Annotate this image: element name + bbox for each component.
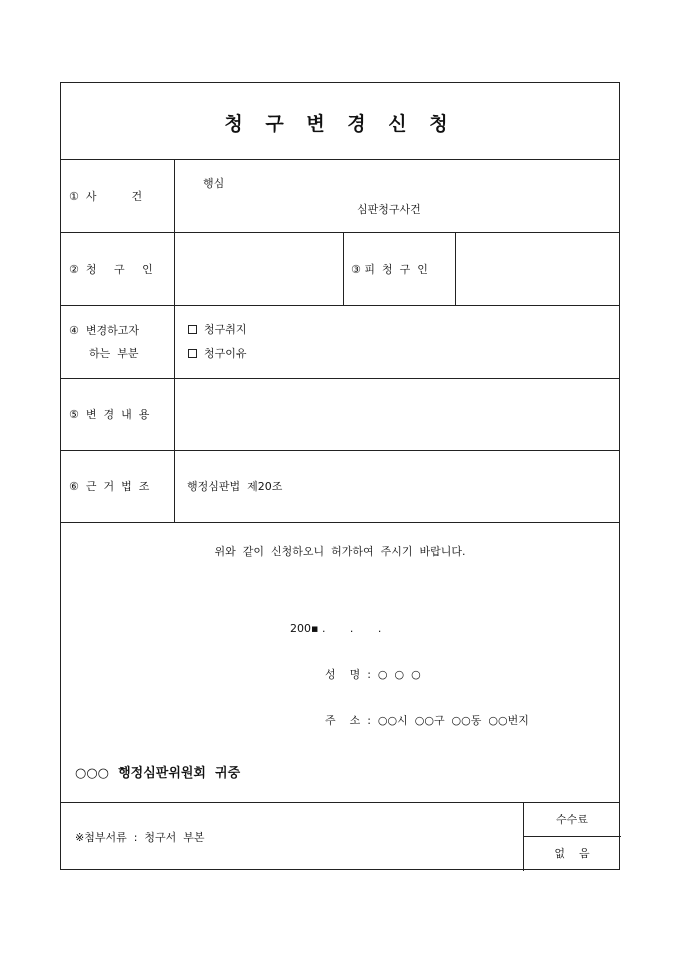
change-target-label-line1: ④ 변경하고자 [69, 324, 139, 337]
legal-basis-value: 행정심판법 제20조 [187, 480, 283, 493]
row-divider [61, 159, 619, 160]
row-divider [61, 450, 619, 451]
petition-form [60, 82, 620, 870]
fee-column-divider [523, 802, 524, 871]
fee-divider [523, 836, 621, 837]
case-value-prefix[interactable]: 행심 [203, 177, 225, 190]
legal-basis-label: ⑥ 근 거 법 조 [69, 480, 150, 493]
date-line[interactable]: 200▪ . . . [290, 622, 382, 635]
claim-reason-label: 청구이유 [204, 347, 247, 360]
row-divider [61, 378, 619, 379]
applicant-name-line[interactable]: 성 명 : ○ ○ ○ [325, 668, 421, 681]
case-label: ① 사 건 [69, 190, 143, 203]
claimant-label: ② 청 구 인 [69, 263, 153, 276]
claim-reason-checkbox[interactable] [188, 349, 197, 358]
claim-purpose-checkbox[interactable] [188, 325, 197, 334]
row-divider [61, 802, 619, 803]
fee-label: 수수료 [556, 813, 588, 826]
row-divider [61, 305, 619, 306]
respondent-label: ③ 피 청 구 인 [351, 263, 428, 276]
attachment-note: ※첨부서류 : 청구서 부본 [75, 831, 205, 844]
addressee: ○○○ 행정심판위원회 귀중 [75, 766, 241, 781]
respondent-value-divider [455, 232, 456, 305]
fee-value: 없 음 [554, 847, 590, 860]
claim-purpose-label: 청구취지 [204, 323, 247, 336]
case-value-suffix: 심판청구사건 [357, 203, 421, 216]
label-column-divider [174, 159, 175, 522]
request-sentence: 위와 같이 신청하오니 허가하여 주시기 바랍니다. [214, 545, 466, 558]
change-target-label-line2: 하는 부분 [89, 347, 139, 360]
row-divider [61, 522, 619, 523]
applicant-address-line[interactable]: 주 소 : ○○시 ○○구 ○○동 ○○번지 [325, 714, 529, 727]
row-divider [61, 232, 619, 233]
form-title: 청 구 변 경 신 청 [224, 113, 456, 135]
respondent-divider [343, 232, 344, 305]
change-content-label: ⑤ 변 경 내 용 [69, 408, 150, 421]
